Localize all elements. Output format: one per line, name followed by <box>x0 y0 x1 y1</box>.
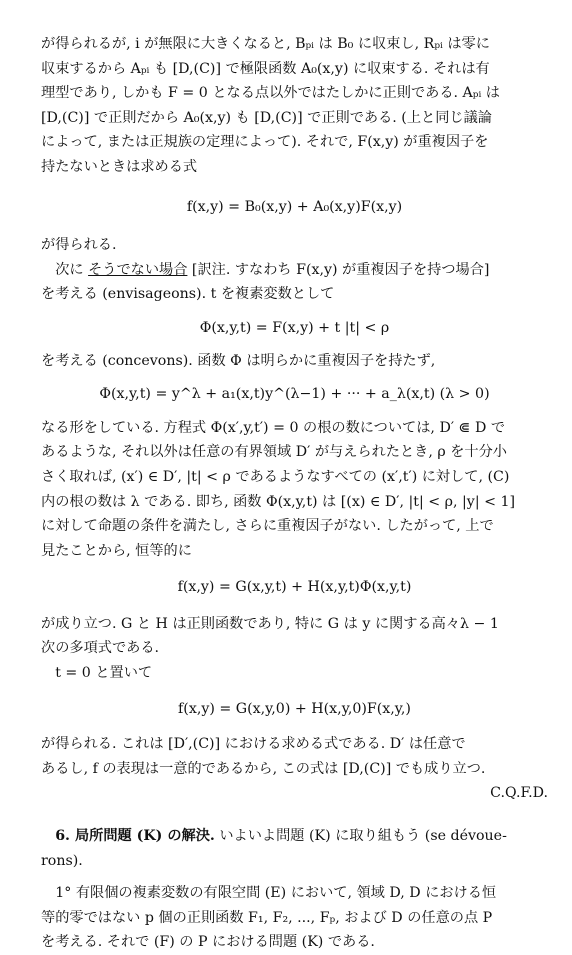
paragraph-setup <box>41 881 548 955</box>
paragraph-roots <box>41 416 548 564</box>
equation-2: Φ(x,y,t) = F(x,y) + t |t| < ρ <box>199 319 390 336</box>
text-line: によって, または正規族の定理によって). それで, F(x,y) が重複因子を <box>41 134 489 151</box>
section-title: 6. 局所問題 (K) の解決. <box>55 828 215 845</box>
text-line: を考える. それで (F) の P における問題 (K) である. <box>41 934 375 951</box>
text-line: 等的零ではない p 個の正則函数 F₁, F₂, ..., Fₚ, および D の任意の点 P <box>41 909 493 926</box>
text-line: 内の根の数は λ である. 即ち, 函数 Φ(x,y,t) は [(x) ∈ D′, |t| < ρ, |y| < 1] <box>41 493 516 510</box>
text-line: あるし, f の表現は一意的であるから, この式は [D,(C)] でも成り立つ. <box>41 760 486 777</box>
text-line: あるような, それ以外は任意の有界領域 D′ が与えられたとき, ρ を十分小 <box>41 444 507 461</box>
text-fragment: [訳注. すなわち F(x,y) が重複因子を持つ場合] <box>187 261 490 278</box>
paragraph-conclusion <box>41 732 548 781</box>
text-line: さく取れば, (x′) ∈ D′, |t| < ρ であるようなすべての (x′,t′) に対して, (C) <box>41 468 510 485</box>
text-line: が成り立つ. G と H は正則函数であり, 特に G は y に関する高々λ − 1 <box>41 615 499 632</box>
text-line: 持たないときは求める式 <box>41 158 198 175</box>
paragraph-other-case <box>41 258 548 307</box>
paragraph-concevons: を考える (concevons). 函数 Φ は明らかに重複因子を持たず, <box>41 352 436 369</box>
text-line: 次の多項式である. <box>41 640 160 657</box>
qed-mark: C.Q.F.D. <box>490 785 548 802</box>
text-line: に対して命題の条件を満たし, さらに重複因子がない. したがって, 上で <box>41 518 494 535</box>
text-line: 理型であり, しかも F = 0 となる点以外ではたしかに正則である. Aₚᵢ は <box>41 85 500 102</box>
text-line: が得られる. これは [D′,(C)] における求める式である. D′ は任意で <box>41 736 466 753</box>
section-heading-paragraph <box>41 824 548 873</box>
text-line: 見たことから, 恒等的に <box>41 542 192 559</box>
text-line: rons). <box>41 852 83 869</box>
text-line: 収束するから Aₚᵢ も [D,(C)] で極限函数 A₀(x,y) に収束する. それは有 <box>41 60 490 77</box>
equation-1: f(x,y) = B₀(x,y) + A₀(x,y)F(x,y) <box>186 198 403 215</box>
text-fragment: いよいよ問題 (K) に取り組もう (se dévoue- <box>214 828 507 845</box>
paragraph-result: が得られる. <box>41 237 117 254</box>
paragraph-holomorphic <box>41 612 548 661</box>
equation-4: f(x,y) = G(x,y,t) + H(x,y,t)Φ(x,y,t) <box>177 579 412 596</box>
spacer <box>41 873 548 881</box>
text-line: [D,(C)] で正則だから A₀(x,y) も [D,(C)] で正則である. (上と同じ議論 <box>41 109 492 126</box>
text-line: が得られるが, i が無限に大きくなると, Bₚᵢ は B₀ に収束し, Rₚᵢ は零に <box>41 36 490 52</box>
equation-5: f(x,y) = G(x,y,0) + H(x,y,0)F(x,y,) <box>178 700 411 717</box>
underlined-phrase: そうでない場合 <box>88 261 188 278</box>
text-line: なる形をしている. 方程式 Φ(x′,y,t′) = 0 の根の数については, D′ ⋐ D で <box>41 419 506 436</box>
text-line: を考える (envisageons). t を複素変数として <box>41 286 335 303</box>
equation-3: Φ(x,y,t) = y^λ + a₁(x,t)y^(λ−1) + ··· + a_λ(x,t) (λ > 0) <box>99 386 490 403</box>
text-fragment: 次に <box>55 261 89 278</box>
text-line: 1° 有限個の複素変数の有限空間 (E) において, 領域 D, D における恒 <box>55 885 497 902</box>
paragraph-set-t: t = 0 と置いて <box>55 665 153 682</box>
paragraph-convergence <box>41 32 548 180</box>
spacer <box>41 806 548 820</box>
